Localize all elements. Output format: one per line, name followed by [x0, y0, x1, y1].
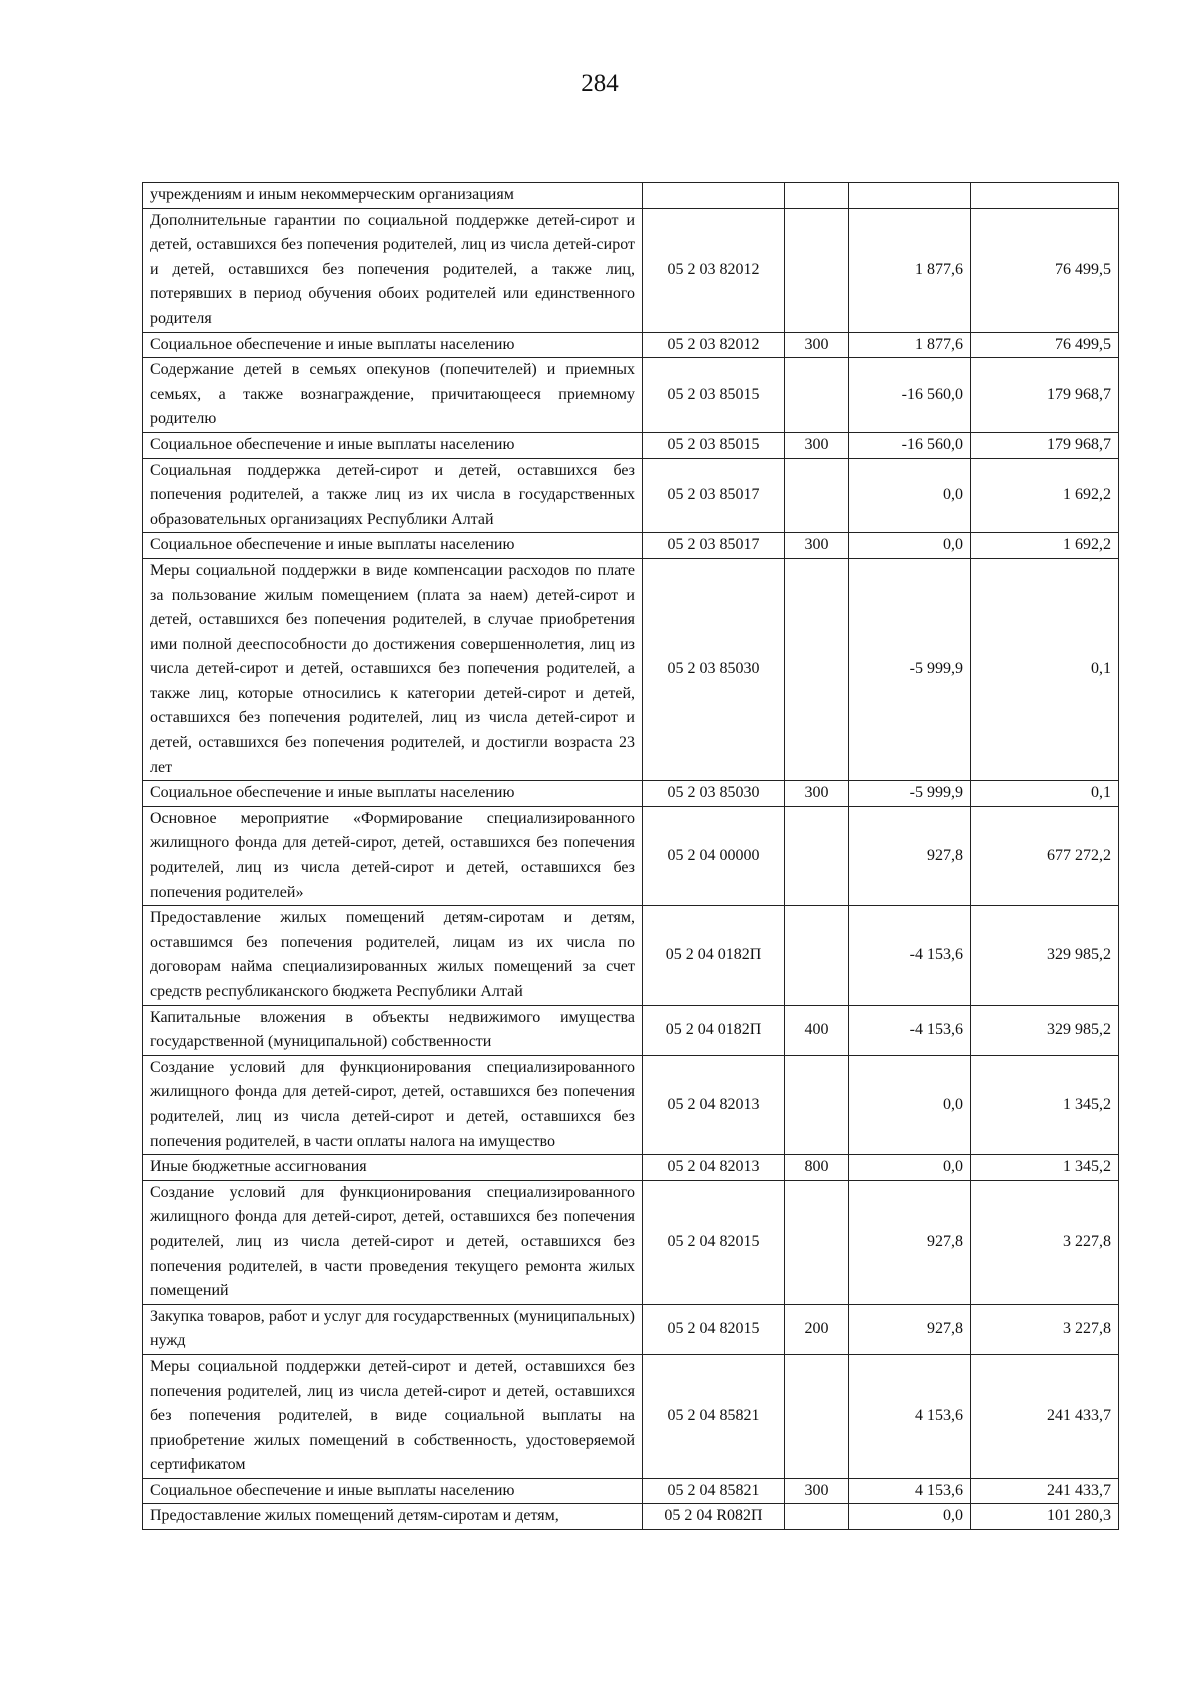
row-total-amount-cell: 677 272,2	[971, 806, 1119, 905]
row-total-amount-cell	[971, 183, 1119, 209]
row-expense-type-cell	[785, 1354, 849, 1478]
row-total-amount-cell: 179 968,7	[971, 432, 1119, 458]
row-code-cell: 05 2 03 85015	[643, 432, 785, 458]
row-name-cell: Социальное обеспечение и иные выплаты населению	[143, 332, 643, 358]
row-total-amount-cell: 241 433,7	[971, 1354, 1119, 1478]
row-code-cell: 05 2 04 85821	[643, 1354, 785, 1478]
row-name-cell: Меры социальной поддержки в виде компенсации расходов по плате за пользование жилым помещением (плата за наем) детей-сирот и детей, оставшихся без попечения родителей, в случае приобретения ими полной дееспособности до достижения совершеннолетия, лиц из числа детей-сирот и детей, оставшихся без попечения родителей, а также лиц, которые относились к категории детей-сирот и детей, оставшихся без попечения родителей, лиц из числа детей-сирот и детей, оставшихся без попечения родителей, и достигли возраста 23 лет	[143, 558, 643, 780]
row-total-amount-cell: 3 227,8	[971, 1304, 1119, 1354]
row-name-cell: Меры социальной поддержки детей-сирот и детей, оставшихся без попечения родителей, лиц из числа детей-сирот и детей, оставшихся без попечения родителей, в виде социальной выплаты на приобретение жилых помещений в собственность, удостоверяемой сертификатом	[143, 1354, 643, 1478]
table-row	[143, 906, 1119, 1005]
row-code-cell: 05 2 03 85030	[643, 781, 785, 807]
row-expense-type-cell	[785, 558, 849, 780]
row-expense-type-cell	[785, 1504, 849, 1530]
row-expense-type-cell: 200	[785, 1304, 849, 1354]
row-change-amount-cell: 1 877,6	[849, 208, 971, 332]
row-expense-type-cell	[785, 1180, 849, 1304]
row-change-amount-cell: 927,8	[849, 1180, 971, 1304]
row-name-cell: Содержание детей в семьях опекунов (попечителей) и приемных семьях, а также вознаграждение, причитающееся приемному родителю	[143, 358, 643, 433]
budget-table	[142, 182, 1119, 1530]
row-code-cell: 05 2 04 82013	[643, 1055, 785, 1154]
row-change-amount-cell: 0,0	[849, 1055, 971, 1154]
table-row	[143, 1354, 1119, 1478]
row-change-amount-cell: 4 153,6	[849, 1478, 971, 1504]
row-change-amount-cell: 4 153,6	[849, 1354, 971, 1478]
row-code-cell: 05 2 04 0182П	[643, 1005, 785, 1055]
row-code-cell: 05 2 04 85821	[643, 1478, 785, 1504]
row-total-amount-cell: 3 227,8	[971, 1180, 1119, 1304]
row-name-cell: учреждениям и иным некоммерческим организациям	[143, 183, 643, 209]
row-change-amount-cell: 0,0	[849, 458, 971, 533]
row-name-cell: Социальное обеспечение и иные выплаты населению	[143, 533, 643, 559]
table-row	[143, 533, 1119, 559]
row-change-amount-cell: -5 999,9	[849, 558, 971, 780]
row-total-amount-cell: 1 692,2	[971, 458, 1119, 533]
row-change-amount-cell: 1 877,6	[849, 332, 971, 358]
table-row	[143, 1005, 1119, 1055]
table-row	[143, 1478, 1119, 1504]
row-change-amount-cell: -5 999,9	[849, 781, 971, 807]
row-total-amount-cell: 1 692,2	[971, 533, 1119, 559]
row-name-cell: Социальное обеспечение и иные выплаты населению	[143, 781, 643, 807]
row-expense-type-cell: 300	[785, 533, 849, 559]
row-expense-type-cell: 400	[785, 1005, 849, 1055]
budget-table-body	[143, 183, 1119, 1530]
row-change-amount-cell: 0,0	[849, 1504, 971, 1530]
table-row	[143, 1155, 1119, 1181]
row-expense-type-cell	[785, 906, 849, 1005]
row-name-cell: Создание условий для функционирования специализированного жилищного фонда для детей-сирот, детей, оставшихся без попечения родителей, лиц из числа детей-сирот и детей, оставшихся без попечения родителей, в части проведения текущего ремонта жилых помещений	[143, 1180, 643, 1304]
row-code-cell: 05 2 03 85030	[643, 558, 785, 780]
row-expense-type-cell	[785, 183, 849, 209]
table-row	[143, 781, 1119, 807]
table-row	[143, 558, 1119, 780]
row-total-amount-cell: 329 985,2	[971, 906, 1119, 1005]
row-change-amount-cell: -16 560,0	[849, 358, 971, 433]
row-total-amount-cell: 329 985,2	[971, 1005, 1119, 1055]
row-total-amount-cell: 0,1	[971, 781, 1119, 807]
row-name-cell: Социальное обеспечение и иные выплаты населению	[143, 432, 643, 458]
row-name-cell: Основное мероприятие «Формирование специализированного жилищного фонда для детей-сирот, детей, оставшихся без попечения родителей, лиц из числа детей-сирот и детей, оставшихся без попечения родителей»	[143, 806, 643, 905]
row-expense-type-cell: 300	[785, 332, 849, 358]
row-name-cell: Социальная поддержка детей-сирот и детей, оставшихся без попечения родителей, а также лиц из их числа в государственных образовательных организациях Республики Алтай	[143, 458, 643, 533]
table-row	[143, 1504, 1119, 1530]
row-expense-type-cell: 800	[785, 1155, 849, 1181]
row-change-amount-cell: 927,8	[849, 1304, 971, 1354]
row-total-amount-cell: 241 433,7	[971, 1478, 1119, 1504]
page-number: 284	[581, 70, 619, 97]
row-expense-type-cell: 300	[785, 781, 849, 807]
row-change-amount-cell: 0,0	[849, 533, 971, 559]
row-code-cell: 05 2 04 00000	[643, 806, 785, 905]
row-code-cell: 05 2 04 0182П	[643, 906, 785, 1005]
row-total-amount-cell: 0,1	[971, 558, 1119, 780]
row-code-cell	[643, 183, 785, 209]
row-code-cell: 05 2 04 R082П	[643, 1504, 785, 1530]
row-code-cell: 05 2 03 85015	[643, 358, 785, 433]
row-code-cell: 05 2 03 82012	[643, 208, 785, 332]
row-expense-type-cell: 300	[785, 1478, 849, 1504]
row-name-cell: Закупка товаров, работ и услуг для государственных (муниципальных) нужд	[143, 1304, 643, 1354]
row-code-cell: 05 2 03 82012	[643, 332, 785, 358]
table-row	[143, 183, 1119, 209]
row-name-cell: Предоставление жилых помещений детям-сиротам и детям,	[143, 1504, 643, 1530]
row-change-amount-cell: -4 153,6	[849, 906, 971, 1005]
row-name-cell: Социальное обеспечение и иные выплаты населению	[143, 1478, 643, 1504]
row-change-amount-cell: 927,8	[849, 806, 971, 905]
row-code-cell: 05 2 04 82013	[643, 1155, 785, 1181]
row-code-cell: 05 2 03 85017	[643, 458, 785, 533]
row-name-cell: Дополнительные гарантии по социальной поддержке детей-сирот и детей, оставшихся без попечения родителей, лиц из числа детей-сирот и детей, оставшихся без попечения родителей, а также лиц, потерявших в период обучения обоих родителей или единственного родителя	[143, 208, 643, 332]
row-change-amount-cell: 0,0	[849, 1155, 971, 1181]
table-row	[143, 806, 1119, 905]
row-total-amount-cell: 101 280,3	[971, 1504, 1119, 1530]
table-row	[143, 458, 1119, 533]
row-name-cell: Создание условий для функционирования специализированного жилищного фонда для детей-сирот, детей, оставшихся без попечения родителей, лиц из числа детей-сирот и детей, оставшихся без попечения родителей, в части оплаты налога на имущество	[143, 1055, 643, 1154]
row-change-amount-cell: -16 560,0	[849, 432, 971, 458]
table-row	[143, 1304, 1119, 1354]
row-expense-type-cell	[785, 208, 849, 332]
table-row	[143, 1055, 1119, 1154]
table-row	[143, 1180, 1119, 1304]
row-expense-type-cell: 300	[785, 432, 849, 458]
row-name-cell: Капитальные вложения в объекты недвижимого имущества государственной (муниципальной) собственности	[143, 1005, 643, 1055]
row-total-amount-cell: 76 499,5	[971, 332, 1119, 358]
row-total-amount-cell: 179 968,7	[971, 358, 1119, 433]
row-code-cell: 05 2 04 82015	[643, 1304, 785, 1354]
row-code-cell: 05 2 04 82015	[643, 1180, 785, 1304]
row-name-cell: Предоставление жилых помещений детям-сиротам и детям, оставшимся без попечения родителей, лицам из их числа по договорам найма специализированных жилых помещений за счет средств республиканского бюджета Республики Алтай	[143, 906, 643, 1005]
row-expense-type-cell	[785, 806, 849, 905]
table-row	[143, 208, 1119, 332]
row-name-cell: Иные бюджетные ассигнования	[143, 1155, 643, 1181]
table-row	[143, 358, 1119, 433]
row-total-amount-cell: 1 345,2	[971, 1055, 1119, 1154]
row-expense-type-cell	[785, 458, 849, 533]
row-code-cell: 05 2 03 85017	[643, 533, 785, 559]
row-change-amount-cell	[849, 183, 971, 209]
table-row	[143, 432, 1119, 458]
row-expense-type-cell	[785, 358, 849, 433]
row-expense-type-cell	[785, 1055, 849, 1154]
table-row	[143, 332, 1119, 358]
row-change-amount-cell: -4 153,6	[849, 1005, 971, 1055]
row-total-amount-cell: 1 345,2	[971, 1155, 1119, 1181]
row-total-amount-cell: 76 499,5	[971, 208, 1119, 332]
